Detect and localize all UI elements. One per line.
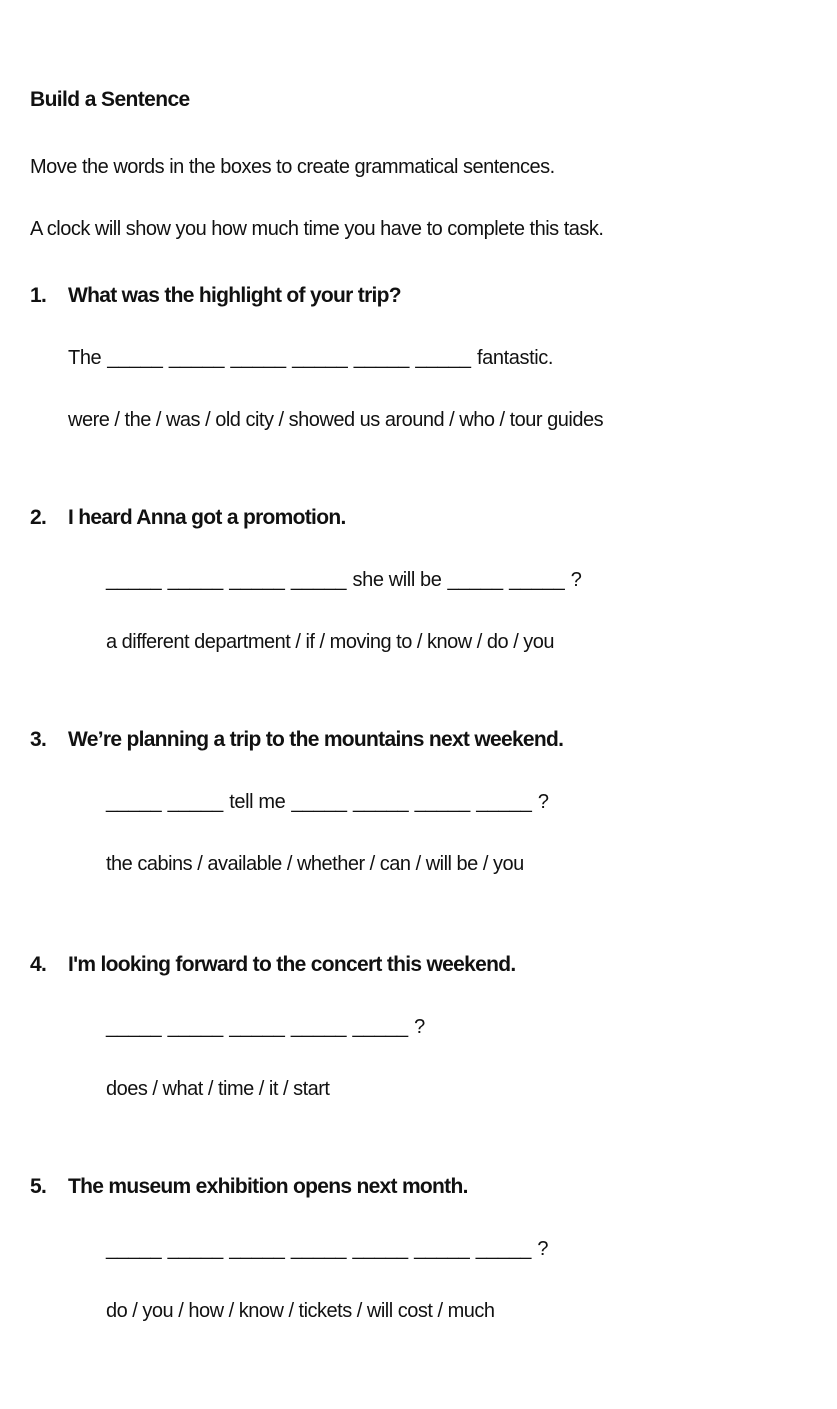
answer-blank[interactable]: _____: [290, 1238, 347, 1260]
answer-blank[interactable]: _____: [167, 569, 224, 591]
instruction-clock: A clock will show you how much time you have to complete this task.: [30, 218, 604, 240]
word-bank[interactable]: were / the / was / old city / showed us around / who / tour guides: [68, 409, 604, 431]
answer-blank[interactable]: _____: [290, 569, 347, 591]
word-bank[interactable]: do / you / how / know / tickets / will cost / much: [106, 1300, 495, 1322]
question-text: The museum exhibition opens next month.: [68, 1175, 468, 1198]
sentence-fixed-text: ?: [414, 1016, 425, 1038]
sentence-fixed-text: ?: [570, 569, 582, 591]
sentence-fixed-text: ?: [537, 791, 549, 813]
answer-blank[interactable]: _____: [230, 347, 287, 369]
sentence-fixed-text: she will be: [352, 569, 442, 591]
answer-blank[interactable]: _____: [352, 791, 409, 813]
question-number: 4.: [30, 953, 47, 976]
sentence-line: [106, 791, 555, 814]
answer-blank[interactable]: _____: [475, 1238, 532, 1260]
question-prompt: [30, 506, 346, 530]
question-number: 5.: [30, 1175, 47, 1198]
question-prompt: [30, 1175, 468, 1199]
answer-blank[interactable]: _____: [106, 1016, 162, 1038]
question-prompt: [30, 728, 563, 752]
answer-blank[interactable]: _____: [167, 1016, 224, 1038]
question-text: What was the highlight of your trip?: [68, 284, 401, 307]
question-prompt: [30, 284, 401, 308]
instruction-move-words: Move the words in the boxes to create grammatical sentences.: [30, 156, 555, 178]
sentence-fixed-text: fantastic.: [477, 347, 554, 369]
answer-blank[interactable]: _____: [414, 791, 471, 813]
question-number: 2.: [30, 506, 47, 529]
question-prompt: [30, 953, 515, 977]
page-title: Build a Sentence: [30, 88, 190, 111]
question-text: I'm looking forward to the concert this weekend.: [68, 953, 516, 976]
answer-blank[interactable]: _____: [353, 347, 410, 369]
sentence-fixed-text: The: [68, 347, 102, 369]
answer-blank[interactable]: _____: [509, 569, 565, 591]
question-number: 1.: [30, 284, 47, 307]
sentence-line: [106, 569, 587, 592]
sentence-fixed-text: tell me: [229, 791, 286, 813]
answer-blank[interactable]: _____: [106, 791, 162, 813]
question-text: I heard Anna got a promotion.: [68, 506, 346, 529]
answer-blank[interactable]: _____: [447, 569, 504, 591]
answer-blank[interactable]: _____: [107, 347, 163, 369]
answer-blank[interactable]: _____: [476, 791, 532, 813]
answer-blank[interactable]: _____: [352, 1016, 409, 1038]
answer-blank[interactable]: _____: [352, 1238, 409, 1260]
answer-blank[interactable]: _____: [229, 569, 285, 591]
answer-blank[interactable]: _____: [415, 347, 472, 369]
sentence-line: [106, 1238, 554, 1261]
answer-blank[interactable]: _____: [106, 569, 162, 591]
answer-blank[interactable]: _____: [290, 1016, 347, 1038]
question-text: We’re planning a trip to the mountains next weekend.: [68, 728, 564, 751]
answer-blank[interactable]: _____: [229, 1016, 285, 1038]
sentence-line: [106, 1016, 431, 1039]
word-bank[interactable]: a different department / if / moving to / know / do / you: [106, 631, 555, 653]
answer-blank[interactable]: _____: [292, 347, 348, 369]
answer-blank[interactable]: _____: [168, 347, 225, 369]
sentence-line: [68, 347, 559, 370]
answer-blank[interactable]: _____: [291, 791, 347, 813]
answer-blank[interactable]: _____: [229, 1238, 285, 1260]
word-bank[interactable]: the cabins / available / whether / can / will be / you: [106, 853, 524, 875]
answer-blank[interactable]: _____: [414, 1238, 470, 1260]
answer-blank[interactable]: _____: [167, 1238, 224, 1260]
sentence-fixed-text: ?: [537, 1238, 549, 1260]
answer-blank[interactable]: _____: [106, 1238, 162, 1260]
answer-blank[interactable]: _____: [167, 791, 224, 813]
word-bank[interactable]: does / what / time / it / start: [106, 1078, 330, 1100]
question-number: 3.: [30, 728, 47, 751]
